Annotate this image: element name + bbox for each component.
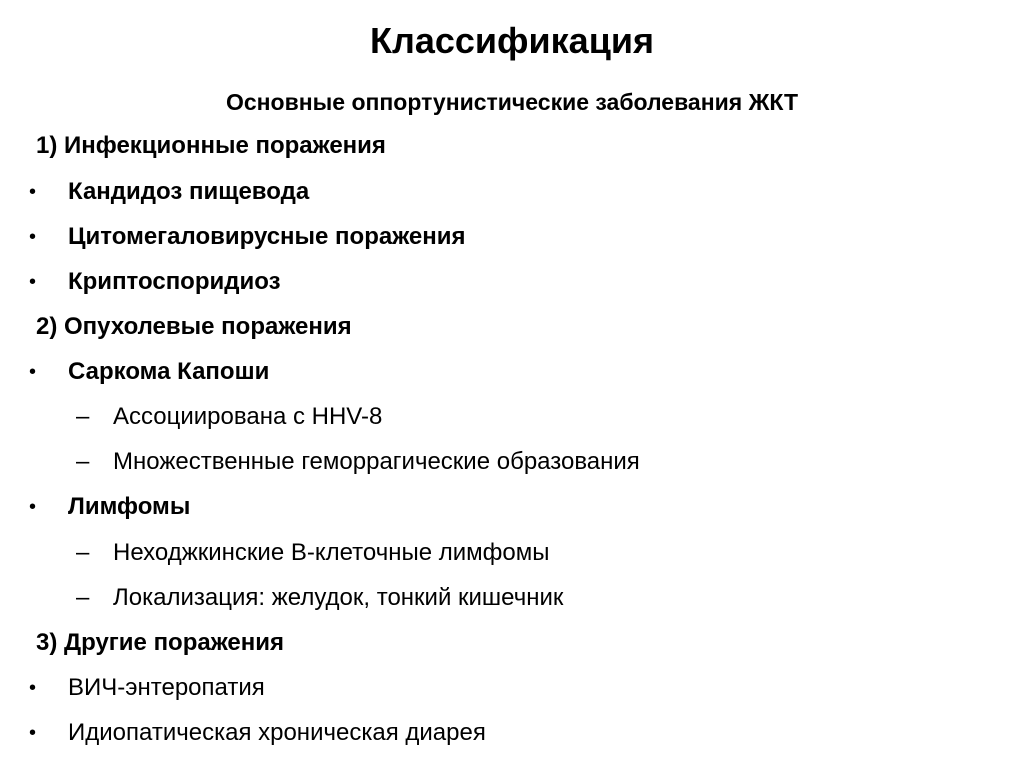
sub-item-nonhodgkin: Неходжкинские В-клеточные лимфомы — [113, 539, 550, 566]
bullet-marker: • — [29, 677, 37, 699]
slide-title: Классификация — [370, 20, 654, 61]
list-item-hiv-enteropathy: ВИЧ-энтеропатия — [68, 674, 265, 701]
bullet-marker: • — [29, 271, 37, 293]
list-item-cryptosporidiosis: Криптоспоридиоз — [68, 268, 281, 295]
list-item-kaposi: Саркома Капоши — [68, 358, 270, 385]
list-item-cmv: Цитомегаловирусные поражения — [68, 223, 466, 250]
sub-item-localization: Локализация: желудок, тонкий кишечник — [113, 584, 564, 611]
bullet-marker: • — [29, 722, 37, 744]
bullet-marker: • — [29, 361, 37, 383]
dash-marker: – — [76, 584, 90, 611]
section-heading-infectious: 1) Инфекционные поражения — [36, 132, 386, 159]
section-heading-other: 3) Другие поражения — [36, 629, 285, 656]
bullet-marker: • — [29, 226, 37, 248]
list-item-lymphomas: Лимфомы — [68, 493, 191, 520]
dash-marker: – — [76, 403, 90, 430]
list-item-candidiasis: Кандидоз пищевода — [68, 178, 310, 205]
bullet-marker: • — [29, 496, 37, 518]
list-item-idiopathic-diarrhea: Идиопатическая хроническая диарея — [68, 719, 486, 746]
dash-marker: – — [76, 448, 90, 475]
dash-marker: – — [76, 539, 90, 566]
sub-item-hhv8: Ассоциирована с HHV-8 — [113, 403, 383, 430]
slide-subtitle: Основные оппортунистические заболевания ЖКТ — [225, 89, 799, 115]
sub-item-hemorrhagic: Множественные геморрагические образования — [113, 448, 640, 475]
bullet-marker: • — [29, 181, 37, 203]
section-heading-tumor: 2) Опухолевые поражения — [36, 313, 352, 340]
